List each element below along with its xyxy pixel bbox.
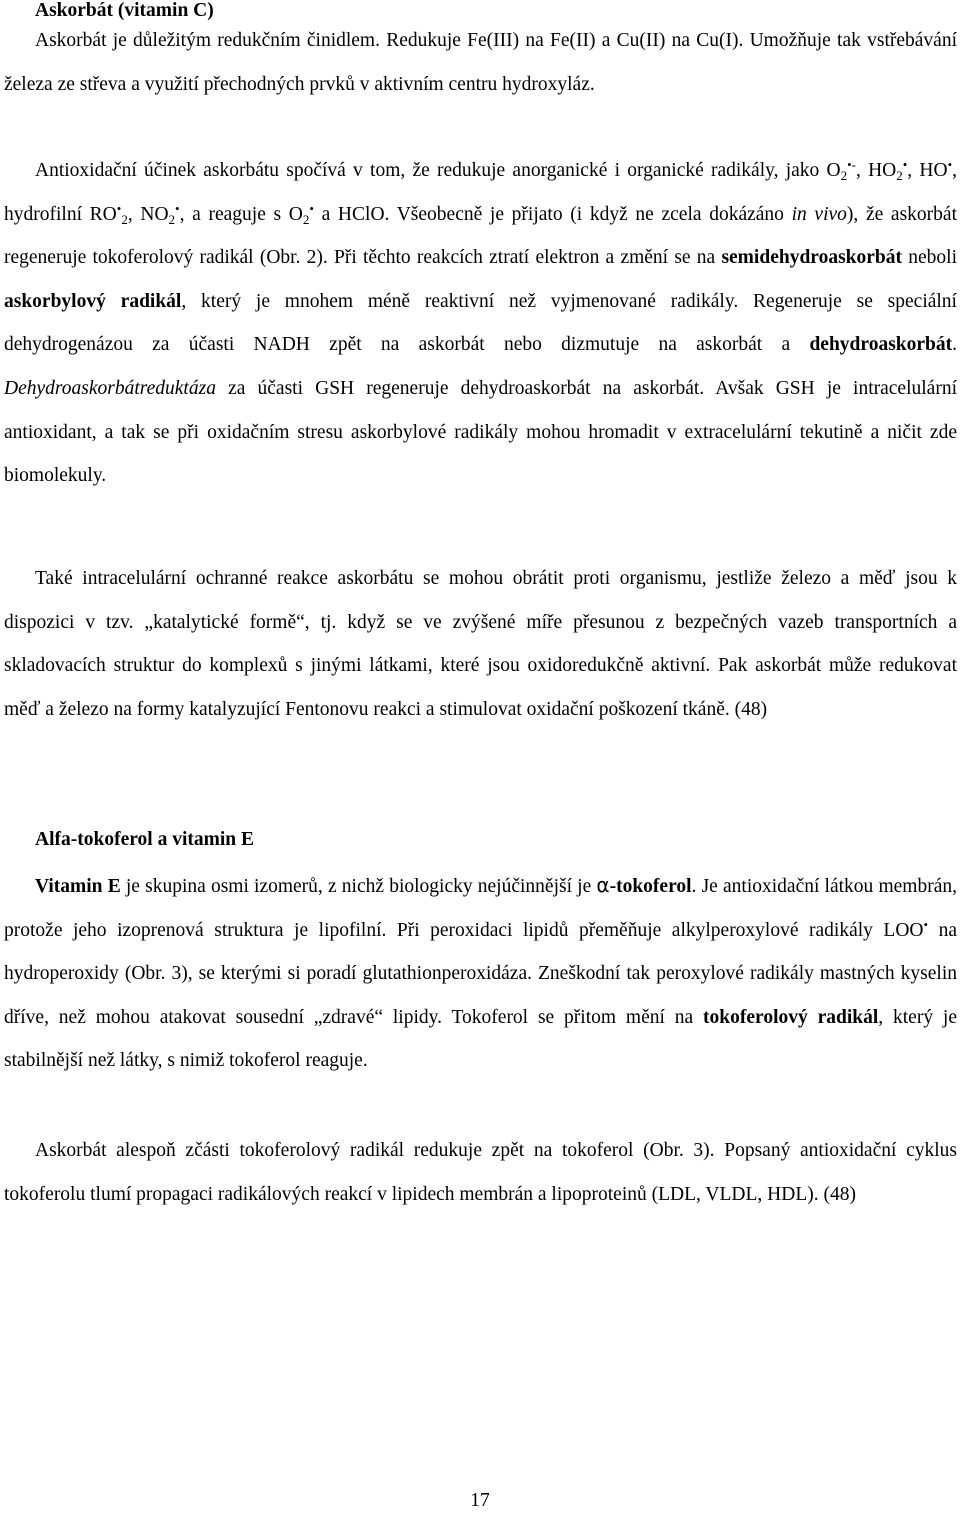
page-number: 17 [470, 1490, 490, 1511]
paragraph-askorbat-intro: Askorbát je důležitým redukčním činidlem. Redukuje Fe(III) na Fe(II) a Cu(II) na Cu(I). Umožňuje tak vstřebávání železa ze střeva a využití přechodných prvků v aktivním centru hydroxyláz. [4, 30, 957, 95]
paragraph-vitamin-e: Vitamin E je skupina osmi izomerů, z nichž biologicky nejúčinnější je α-tokoferol. Je antioxidační látkou membrán, protože jeho izoprenová struktura je lipofilní. Při peroxidaci lipidů přeměňuje alkylperoxylové radikály LOO• na hydroperoxidy (Obr. 3), se kterými si poradí glutathionperoxidáza. Zneškodní tak peroxylové radikály mastných kyselin dříve, než mohou atakovat sousední „zdravé“ lipidy. Tokoferol se přitom mění na tokoferolový radikál, který je stabilnější než látky, s nimiž tokoferol reaguje. [4, 873, 958, 1072]
section-heading-askorbat: Askorbát (vitamin C) [35, 0, 214, 21]
section-heading-tokoferol: Alfa-tokoferol a vitamin E [35, 829, 254, 850]
paragraph-intracellular-reactions: Také intracelulární ochranné reakce askorbátu se mohou obrátit proti organismu, jestliže železo a měď jsou k dispozici v tzv. „katalytické formě“, tj. když se ve zvýšené míře přesunou z bezpečných vazeb transportních a skladovacích struktur do komplexů s jinými látkami, které jsou oxidoredukčně aktivní. Pak askorbát může redukovat měď a železo na formy katalyzující Fentonovu reakci a stimulovat oxidační poškození tkáně. (48) [4, 568, 957, 720]
paragraph-antioxidant-effect: Antioxidační účinek askorbátu spočívá v tom, že redukuje anorganické i organické radikály, jako $O_2^{•-}$, $HO_2^•$, HO•, hydrofilní $RO^•_2$, $NO_2^•$, a reaguje s $O_2^•$ a HClO. Všeobecně je přijato (i když ne zcela dokázáno in vivo), že askorbát regeneruje tokoferolový radikál (Obr. 2). Při těchto reakcích ztratí elektron a změní se na semidehydroaskorbát neboli askorbylový radikál, který je mnohem méně reaktivní než vyjmenované radikály. Regeneruje se speciální dehydrogenázou za účasti NADH zpět na askorbát nebo dizmutuje na askorbát a dehydroaskorbát. Dehydroaskorbátreduktáza za účasti GSH regeneruje dehydroaskorbát na askorbát. Avšak GSH je intracelulární antioxidant, a tak se při oxidačním stresu askorbylové radikály mohou hromadit v extracelulární tekutině a ničit zde biomolekuly. [4, 157, 957, 487]
paragraph-askorbat-tokoferol-cycle: Askorbát alespoň zčásti tokoferolový radikál redukuje zpět na tokoferol (Obr. 3). Popsaný antioxidační cyklus tokoferolu tlumí propagaci radikálových reakcí v lipidech membrán a lipoproteinů (LDL, VLDL, HDL). (48) [4, 1140, 957, 1205]
